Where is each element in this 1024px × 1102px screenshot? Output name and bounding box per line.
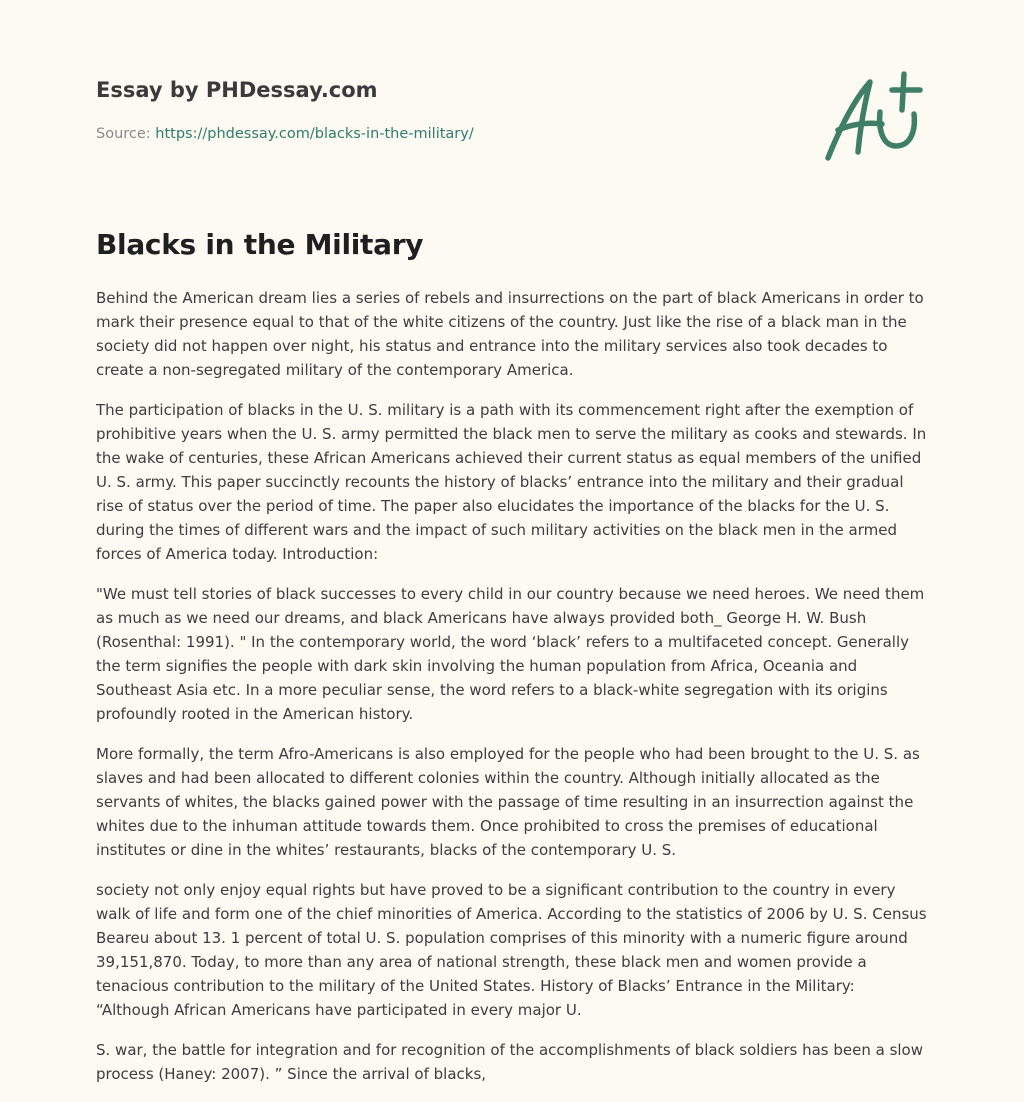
essay-title: Blacks in the Military (96, 228, 424, 261)
essay-paragraph: Behind the American dream lies a series of rebels and insurrections on the part of black Americans in order to mark their presence equal to that of the white citizens of the country. Just like the rise of a black man in the society did not happen over night, his status and entrance into the military services also took decades to create a non-segregated military of the contemporary America. (96, 289, 924, 379)
site-title: Essay by PHDessay.com (96, 78, 378, 102)
essay-paragraph: The participation of blacks in the U. S. military is a path with its commencement right after the exemption of prohibitive years when the U. S. army permitted the black men to serve the military as cooks and stewards. In the wake of centuries, these African Americans achieved their current status as equal members of the unified U. S. army. This paper succinctly recounts the history of blacks’ entrance into the military and their gradual rise of status over the period of time. The paper also elucidates the importance of the blacks for the U. S. during the times of different wars and the impact of such military activities on the black men in the armed forces of America today. Introduction: (96, 401, 927, 563)
page-header (96, 74, 928, 144)
source-label: Source: (96, 126, 156, 142)
source-line (96, 124, 928, 144)
essay-paragraph: "We must tell stories of black successes to every child in our country because we need heroes. We need them as much as we need our dreams, and black Americans have always provided both_ George H. W. Bush (Rosenthal: 1991). " In the contemporary world, the word ‘black’ refers to a multifaceted concept. Generally the term signifies the people with dark skin involving the human population from Africa, Oceania and Southeast Asia etc. In a more peculiar sense, the word refers to a black-white segregation with its origins profoundly rooted in the American history. (96, 585, 925, 723)
essay-paragraph: More formally, the term Afro-Americans is also employed for the people who had been brought to the U. S. as slaves and had been allocated to different colonies within the country. Although initially allocated as the servants of whites, the blacks gained power with the passage of time resulting in an insurrection against the whites due to the inhuman attitude towards them. Once prohibited to cross the premises of educational institutes or dine in the whites’ restaurants, blacks of the contemporary U. S. (96, 745, 920, 859)
essay-paragraph: society not only enjoy equal rights but have proved to be a significant contribution to the country in every walk of life and form one of the chief minorities of America. According to the statistics of 2006 by U. S. Census Beareu about 13. 1 percent of total U. S. population comprises of this minority with a numeric figure around 39,151,870. Today, to more than any area of national strength, these black men and women provide a tenacious contribution to the military of the United States. History of Blacks’ Entrance in the Military: “Although African Americans have participated in every major U. (96, 881, 927, 1019)
essay-body (96, 286, 932, 1102)
essay-paragraph: S. war, the battle for integration and for recognition of the accomplishments of black soldiers has been a slow process (Haney: 2007). ” Since the arrival of blacks, (96, 1041, 924, 1083)
source-link[interactable]: https://phdessay.com/blacks-in-the-military/ (155, 126, 474, 142)
a-plus-logo-icon (818, 66, 930, 166)
